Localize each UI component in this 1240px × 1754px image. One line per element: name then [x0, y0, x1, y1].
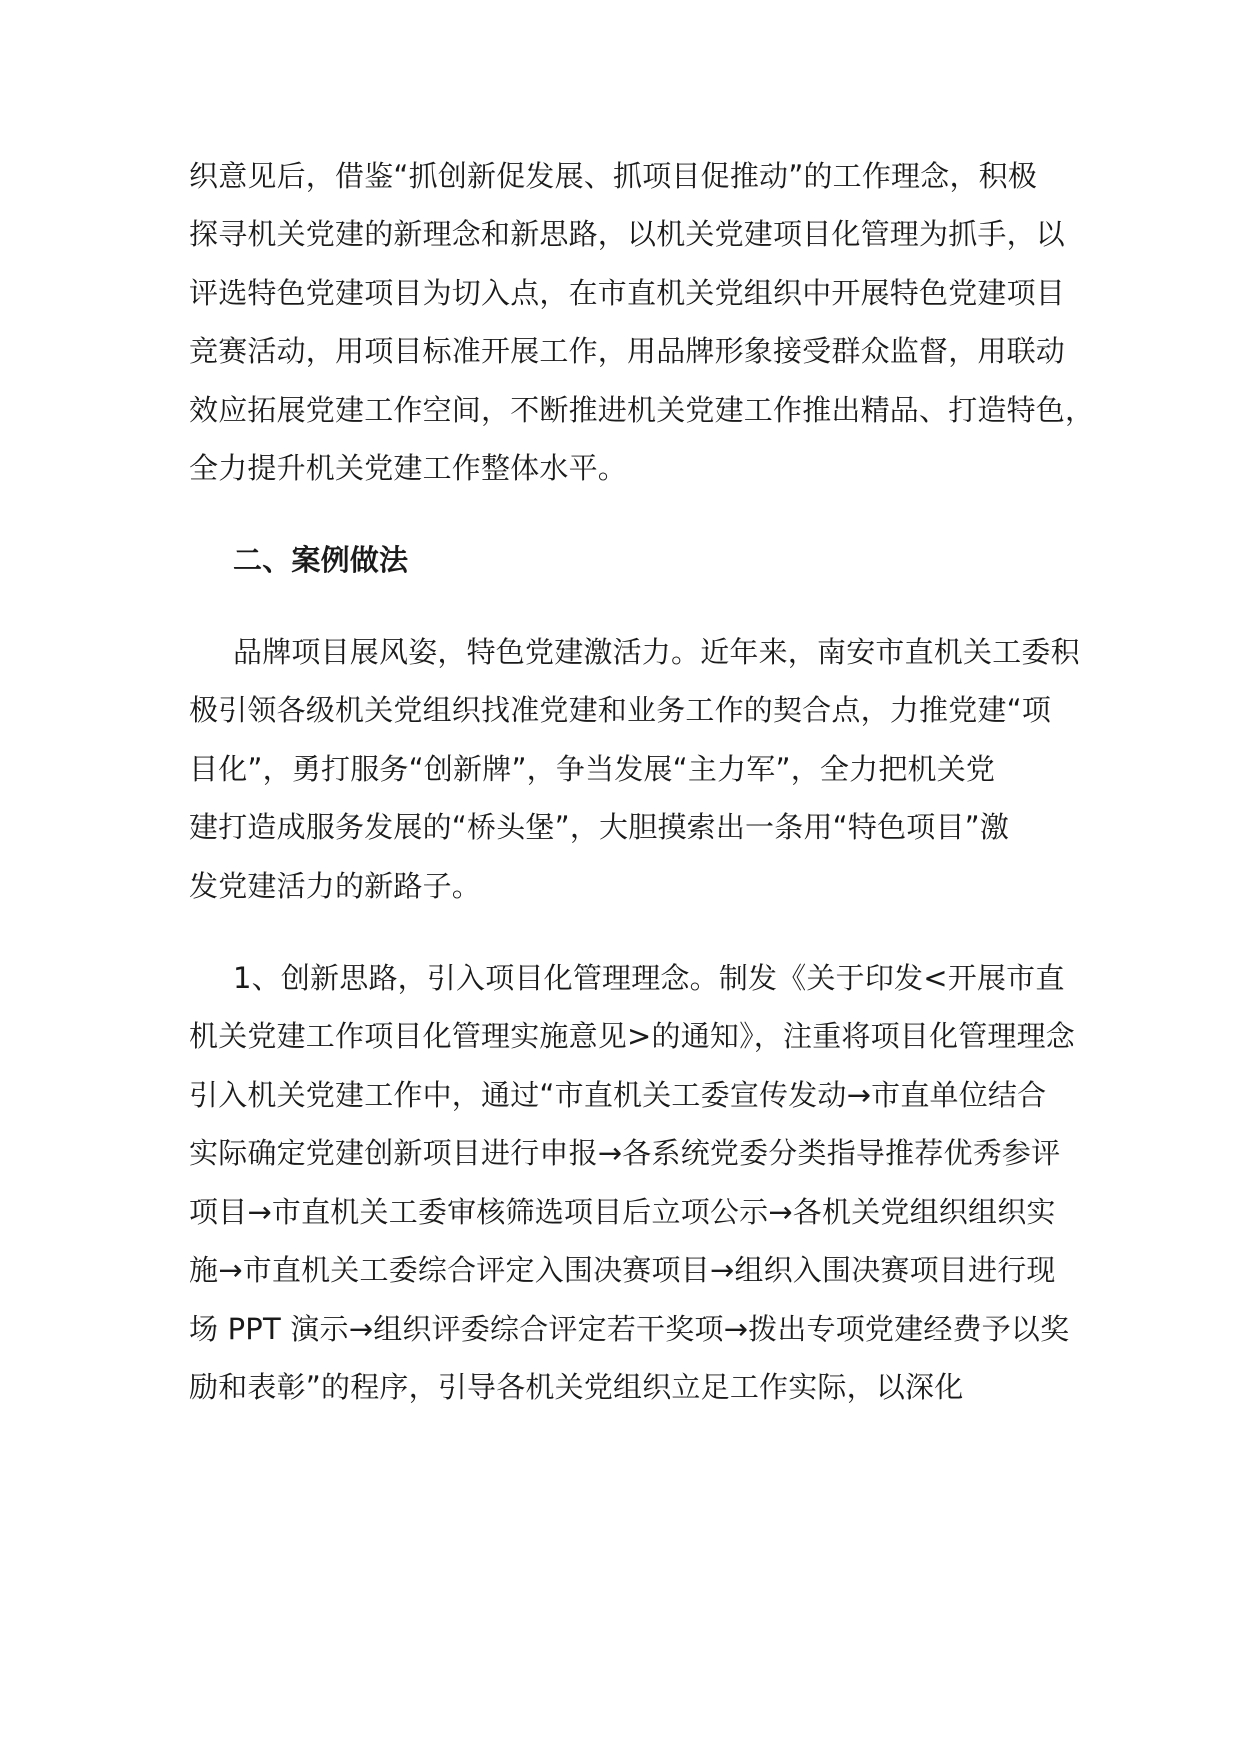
paragraph-3-line: 引入机关党建工作中，通过“市直机关工委宣传发动→市直单位结合 — [189, 1078, 1047, 1112]
paragraph-3-line: 1、创新思路，引入项目化管理理念。制发《关于印发<开展市直 — [233, 961, 1065, 995]
paragraph-1-line: 效应拓展党建工作空间，不断推进机关党建工作推出精品、打造特色， — [189, 393, 1095, 427]
paragraph-1-line: 竞赛活动，用项目标准开展工作，用品牌形象接受群众监督，用联动 — [189, 334, 1066, 368]
paragraph-3-line: 励和表彰”的程序，引导各机关党组织立足工作实际，以深化 — [189, 1370, 964, 1404]
paragraph-1-line: 织意见后，借鉴“抓创新促发展、抓项目促推动”的工作理念，积极 — [189, 159, 1038, 193]
paragraph-3-line: 施→市直机关工委综合评定入围决赛项目→组织入围决赛项目进行现 — [189, 1253, 1056, 1287]
paragraph-2-line: 目化”，勇打服务“创新牌”，争当发展“主力军”，全力把机关党 — [189, 752, 996, 786]
paragraph-2-line: 发党建活力的新路子。 — [189, 869, 482, 903]
section-heading: 二、案例做法 — [233, 543, 409, 577]
paragraph-3-line: 项目→市直机关工委审核筛选项目后立项公示→各机关党组织组织实 — [189, 1195, 1056, 1229]
paragraph-2-line: 品牌项目展风姿，特色党建激活力。近年来，南安市直机关工委积 — [233, 635, 1080, 669]
paragraph-1-line: 评选特色党建项目为切入点，在市直机关党组织中开展特色党建项目 — [189, 276, 1066, 310]
paragraph-1-line: 全力提升机关党建工作整体水平。 — [189, 451, 628, 485]
paragraph-3-line: 场 PPT 演示→组织评委综合评定若干奖项→拨出专项党建经费予以奖 — [189, 1312, 1070, 1346]
paragraph-2-line: 极引领各级机关党组织找准党建和业务工作的契合点，力推党建“项 — [189, 693, 1052, 727]
paragraph-3-line: 机关党建工作项目化管理实施意见>的通知》，注重将项目化管理理念 — [189, 1019, 1076, 1053]
paragraph-1-line: 探寻机关党建的新理念和新思路，以机关党建项目化管理为抓手，以 — [189, 217, 1066, 251]
paragraph-3-line: 实际确定党建创新项目进行申报→各系统党委分类指导推荐优秀参评 — [189, 1136, 1061, 1170]
paragraph-2-line: 建打造成服务发展的“桥头堡”，大胆摸索出一条用“特色项目”激 — [189, 810, 1010, 844]
